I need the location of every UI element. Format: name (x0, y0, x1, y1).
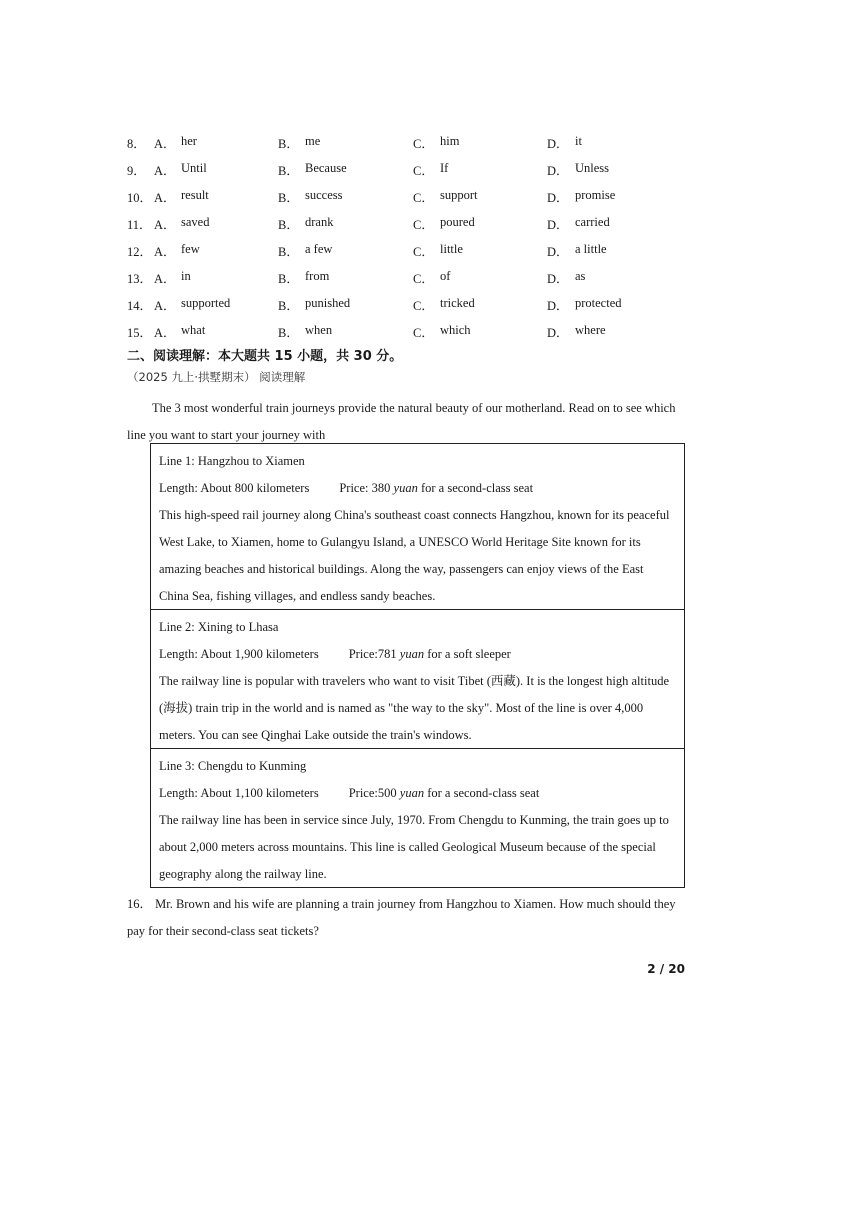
question-number: 8． (127, 137, 146, 151)
option-letter: B． (278, 245, 299, 259)
option-text: of (440, 269, 451, 283)
option-text: a little (575, 242, 607, 256)
line-title: Line 2: Xining to Lhasa (159, 620, 279, 634)
question-number: 14． (127, 299, 153, 313)
price-suffix: for a second-class seat (417, 481, 534, 495)
option-letter: D． (547, 299, 569, 313)
option-letter: D． (547, 218, 569, 232)
price-suffix: for a soft sleeper (424, 647, 511, 661)
question-line: pay for their second-class seat tickets? (127, 924, 319, 938)
price-prefix: Price: 380 (339, 481, 394, 495)
option-letter: C． (413, 164, 434, 178)
option-letter: C． (413, 137, 434, 151)
question-line: 16． Mr. Brown and his wife are planning a train journey from Hangzhou to Xiamen. How much should they (127, 897, 676, 911)
line-length-price (159, 641, 676, 668)
line-length-price (159, 780, 676, 807)
line-price (349, 786, 540, 800)
option-letter: B． (278, 299, 299, 313)
question-row (127, 215, 687, 235)
line-description: The railway line is popular with travelers who want to visit Tibet (西藏). It is the longest high altitude (海拔) train trip in the world and is named as "the way to the sky". Most of the line is over 4,000 meters. You can see Qinghai Lake outside the train's windows. (159, 674, 669, 742)
option-text: Because (305, 161, 347, 175)
option-letter: C． (413, 299, 434, 313)
line-price (349, 647, 511, 661)
option-letter: A． (154, 164, 176, 178)
option-text: her (181, 134, 197, 148)
option-text: success (305, 188, 343, 202)
question-row (127, 188, 687, 208)
option-text: in (181, 269, 191, 283)
option-text: carried (575, 215, 610, 229)
intro-paragraph (127, 395, 687, 449)
intro-line: The 3 most wonderful train journeys provide the natural beauty of our motherland. Read on to see which (152, 401, 676, 415)
question-row (127, 296, 687, 316)
option-letter: B． (278, 272, 299, 286)
question-row (127, 269, 687, 289)
option-text: protected (575, 296, 622, 310)
option-text: supported (181, 296, 231, 310)
question-number: 13． (127, 272, 153, 286)
line-title: Line 1: Hangzhou to Xiamen (159, 454, 305, 468)
option-letter: C． (413, 218, 434, 232)
line-description: The railway line has been in service since July, 1970. From Chengdu to Kunming, the train goes up to about 2,000 meters across mountains. This line is called Geological Museum because of the special geography along the railway line. (159, 813, 669, 881)
option-letter: B． (278, 218, 299, 232)
option-text: it (575, 134, 582, 148)
option-letter: D． (547, 164, 569, 178)
option-letter: A． (154, 218, 176, 232)
question-row (127, 242, 687, 262)
price-prefix: Price:781 (348, 647, 400, 661)
train-lines-table (150, 443, 685, 888)
price-prefix: Price:500 (348, 786, 400, 800)
line-title: Line 3: Chengdu to Kunming (159, 759, 307, 773)
option-text: punished (305, 296, 351, 310)
option-letter: A． (154, 137, 176, 151)
option-text: promise (575, 188, 616, 202)
option-letter: B． (278, 191, 299, 205)
line-box-1 (151, 444, 684, 609)
line-description: This high-speed rail journey along China's southeast coast connects Hangzhou, known for its peaceful West Lake, to Xiamen, home to Gulangyu Island, a UNESCO World Heritage Site known for its amazing beaches and historical buildings. Along the way, passengers can enjoy views of the East China Sea, fishing villages, and endless sandy beaches. (159, 508, 670, 603)
line-price (339, 481, 533, 495)
option-letter: A． (154, 299, 176, 313)
question-row (127, 323, 687, 343)
option-text: saved (181, 215, 210, 229)
price-unit: yuan (399, 786, 425, 800)
option-text: as (575, 269, 586, 283)
option-letter: D． (547, 272, 569, 286)
line-length: Length: About 1,900 kilometers (159, 647, 319, 661)
option-text: Unless (575, 161, 610, 175)
option-letter: B． (278, 137, 299, 151)
option-letter: A． (154, 191, 176, 205)
intro-line: line you want to start your journey with (127, 428, 326, 442)
line-length: Length: About 800 kilometers (159, 481, 310, 495)
question-16 (127, 891, 687, 945)
option-text: If (440, 161, 449, 175)
option-text: him (440, 134, 460, 148)
question-row (127, 161, 687, 181)
price-unit: yuan (393, 481, 418, 495)
option-text: tricked (440, 296, 475, 310)
option-text: result (181, 188, 209, 202)
option-letter: D． (547, 191, 569, 205)
question-number: 10． (127, 191, 153, 205)
option-letter: D． (547, 326, 569, 340)
option-letter: C． (413, 326, 434, 340)
section-heading: 二、阅读理解：本大题共 15 小题，共 30 分。 (127, 349, 403, 364)
question-number: 9． (127, 164, 146, 178)
question-number: 15． (127, 326, 153, 340)
option-text: little (440, 242, 463, 256)
option-letter: A． (154, 245, 176, 259)
option-text: Until (181, 161, 207, 175)
option-letter: C． (413, 245, 434, 259)
line-length-price (159, 475, 676, 502)
option-letter: D． (547, 245, 569, 259)
option-text: few (181, 242, 200, 256)
question-number: 11． (127, 218, 152, 232)
line-box-3 (151, 748, 684, 887)
question-number: 12． (127, 245, 153, 259)
option-letter: A． (154, 272, 176, 286)
option-text: which (440, 323, 471, 337)
option-text: me (305, 134, 321, 148)
line-length: Length: About 1,100 kilometers (159, 786, 319, 800)
option-letter: A． (154, 326, 176, 340)
option-letter: C． (413, 272, 434, 286)
line-box-2 (151, 609, 684, 748)
page-number: 2 / 20 (647, 962, 685, 976)
price-suffix: for a second-class seat (424, 786, 540, 800)
option-letter: D． (547, 137, 569, 151)
price-unit: yuan (399, 647, 425, 661)
option-text: a few (305, 242, 333, 256)
option-text: poured (440, 215, 475, 229)
option-text: what (181, 323, 206, 337)
option-text: where (575, 323, 606, 337)
option-letter: B． (278, 164, 299, 178)
option-text: drank (305, 215, 334, 229)
option-text: from (305, 269, 330, 283)
source-line: （2025 九上·拱墅期末） 阅读理解 (127, 370, 306, 384)
option-text: support (440, 188, 478, 202)
question-row (127, 134, 687, 154)
option-letter: C． (413, 191, 434, 205)
option-text: when (305, 323, 333, 337)
option-letter: B． (278, 326, 299, 340)
